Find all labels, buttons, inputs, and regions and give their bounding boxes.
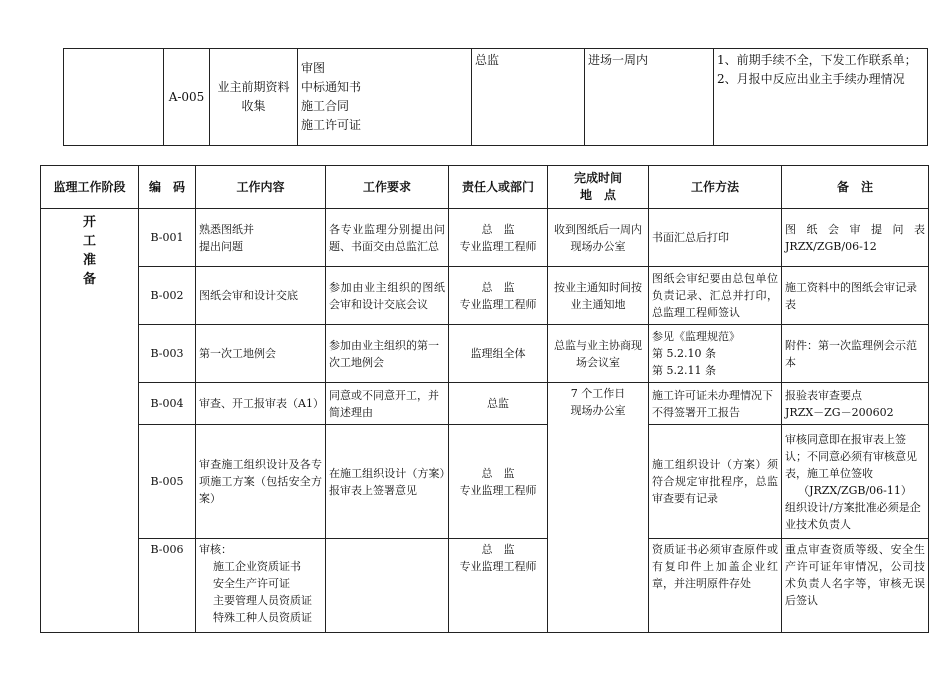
content-cell: 审查、开工报审表（A1） bbox=[196, 383, 326, 425]
note-line: 报验表审查要点 bbox=[785, 388, 862, 402]
code-cell: B-005 bbox=[139, 425, 196, 539]
requirement-line: 施工许可证 bbox=[301, 118, 362, 132]
header-place: 地 点 bbox=[579, 188, 616, 202]
content-cell: 业主前期资料收集 bbox=[210, 49, 298, 146]
content-line: 安全生产许可证 bbox=[213, 577, 290, 590]
header-content: 工作内容 bbox=[196, 166, 326, 209]
time-place-cell: 总监与业主协商现场会议室 bbox=[548, 325, 649, 383]
responsible-cell bbox=[449, 539, 548, 633]
method-line: 第 5.2.11 条 bbox=[652, 364, 716, 377]
content-line: 审核： bbox=[199, 543, 232, 556]
content-line: 特殊工种人员资质证 bbox=[213, 611, 312, 624]
note-cell: 附件：第一次监理例会示范本 bbox=[782, 325, 929, 383]
requirement-cell: 参加由业主组织的第一次工地例会 bbox=[326, 325, 449, 383]
responsible-cell bbox=[449, 209, 548, 267]
stage-cell bbox=[41, 209, 139, 633]
stage-char: 开 bbox=[82, 215, 96, 230]
responsible-line: 总 监 bbox=[481, 466, 515, 480]
table-row bbox=[41, 325, 929, 383]
header-requirement: 工作要求 bbox=[326, 166, 449, 209]
remarks-cell bbox=[714, 49, 928, 146]
code-cell: B-002 bbox=[139, 267, 196, 325]
table-row bbox=[41, 539, 929, 633]
header-method: 工作方法 bbox=[649, 166, 782, 209]
responsible-line: 专业监理工程师 bbox=[459, 239, 537, 253]
requirement-line: 审图 bbox=[301, 61, 326, 75]
code-cell: B-004 bbox=[139, 383, 196, 425]
requirement-line: 施工合同 bbox=[301, 99, 350, 113]
stage-char: 备 bbox=[82, 272, 96, 287]
remark-line: 1、前期手续不全，下发工作联系单； bbox=[717, 53, 917, 67]
requirement-line: 中标通知书 bbox=[301, 80, 362, 94]
header-responsible: 责任人或部门 bbox=[449, 166, 548, 209]
method-cell: 施工许可证未办理情况下不得签署开工报告 bbox=[649, 383, 782, 425]
time-line: 7 个工作日 bbox=[570, 387, 626, 400]
content-cell: 第一次工地例会 bbox=[196, 325, 326, 383]
content-cell: 图纸会审和设计交底 bbox=[196, 267, 326, 325]
table-row bbox=[41, 383, 929, 425]
method-cell bbox=[649, 325, 782, 383]
time-place-cell: 按业主通知时间按业主通知地 bbox=[548, 267, 649, 325]
requirement-cell: 同意或不同意开工，并简述理由 bbox=[326, 383, 449, 425]
note-line: 审核同意即在报审表上签认；不同意必须有审核意见表，施工单位签收 bbox=[785, 432, 917, 480]
code-cell: B-006 bbox=[139, 539, 196, 633]
code-cell: A-005 bbox=[164, 49, 210, 146]
note-cell: 图纸会审提问表 JRZX/ZGB/06-12 bbox=[782, 209, 929, 267]
place-line: 现场办公室 bbox=[570, 404, 626, 417]
top-partial-table bbox=[63, 48, 928, 146]
note-cell bbox=[782, 383, 929, 425]
requirement-cell: 参加由业主组织的图纸会审和设计交底会议 bbox=[326, 267, 449, 325]
header-stage: 监理工作阶段 bbox=[41, 166, 139, 209]
responsible-line: 总 监 bbox=[481, 222, 515, 236]
requirement-cell bbox=[298, 49, 472, 146]
supervision-work-table bbox=[40, 165, 929, 633]
table-row bbox=[64, 49, 928, 146]
method-cell: 书面汇总后打印 bbox=[649, 209, 782, 267]
content-cell bbox=[196, 539, 326, 633]
requirement-cell: 各专业监理分别提出问题、书面交由总监汇总 bbox=[326, 209, 449, 267]
table-row bbox=[41, 209, 929, 267]
responsible-cell bbox=[449, 425, 548, 539]
code-cell: B-001 bbox=[139, 209, 196, 267]
stage-char: 工 bbox=[82, 234, 96, 249]
time-place-cell: 收到图纸后一周内现场办公室 bbox=[548, 209, 649, 267]
header-code: 编 码 bbox=[139, 166, 196, 209]
table-row bbox=[41, 267, 929, 325]
stage-char: 准 bbox=[82, 253, 96, 268]
content-line: 提出问题 bbox=[199, 239, 243, 253]
table-row bbox=[41, 425, 929, 539]
note-line: （JRZX/ZGB/06-11） bbox=[798, 483, 912, 497]
method-cell: 施工组织设计（方案）须符合规定审批程序，总监审查要有记录 bbox=[649, 425, 782, 539]
responsible-line: 专业监理工程师 bbox=[459, 560, 537, 573]
code-cell: B-003 bbox=[139, 325, 196, 383]
note-cell bbox=[782, 425, 929, 539]
method-cell: 图纸会审纪要由总包单位负责记录、汇总并打印，总监理工程师签认 bbox=[649, 267, 782, 325]
responsible-line: 总 监 bbox=[481, 543, 515, 556]
responsible-cell: 总监 bbox=[449, 383, 548, 425]
content-cell: 审查施工组织设计及各专项施工方案（包括安全方案） bbox=[196, 425, 326, 539]
requirement-cell: 在施工组织设计（方案）报审表上签署意见 bbox=[326, 425, 449, 539]
responsible-cell: 总监 bbox=[472, 49, 585, 146]
empty-cell bbox=[64, 49, 164, 146]
content-line: 主要管理人员资质证 bbox=[213, 594, 312, 607]
content-line: 熟悉图纸并 bbox=[199, 222, 254, 236]
header-time: 完成时间 bbox=[573, 171, 622, 185]
requirement-cell bbox=[326, 539, 449, 633]
header-note: 备 注 bbox=[782, 166, 929, 209]
responsible-line: 总 监 bbox=[481, 280, 515, 294]
responsible-cell: 监理组全体 bbox=[449, 325, 548, 383]
responsible-line: 专业监理工程师 bbox=[459, 297, 537, 311]
note-line: 组织设计/方案批准必须是企业技术负责人 bbox=[785, 500, 921, 531]
note-cell: 重点审查资质等级、安全生产许可证年审情况，公司技术负责人名字等，审核无误后签认 bbox=[782, 539, 929, 633]
responsible-line: 专业监理工程师 bbox=[459, 483, 537, 497]
header-time-place bbox=[548, 166, 649, 209]
content-line: 施工企业资质证书 bbox=[213, 560, 301, 573]
method-line: 第 5.2.10 条 bbox=[652, 347, 716, 360]
responsible-cell bbox=[449, 267, 548, 325]
note-line: JRZX－ZG－200602 bbox=[785, 405, 894, 419]
remark-line: 2、月报中反应出业主手续办理情况 bbox=[717, 72, 905, 86]
content-cell bbox=[196, 209, 326, 267]
method-cell: 资质证书必须审查原件或有复印件上加盖企业红章，并注明原件存处 bbox=[649, 539, 782, 633]
time-place-cell bbox=[548, 383, 649, 633]
timing-cell: 进场一周内 bbox=[585, 49, 714, 146]
header-row bbox=[41, 166, 929, 209]
method-line: 参见《监理规范》 bbox=[652, 330, 740, 343]
note-cell: 施工资料中的图纸会审记录表 bbox=[782, 267, 929, 325]
